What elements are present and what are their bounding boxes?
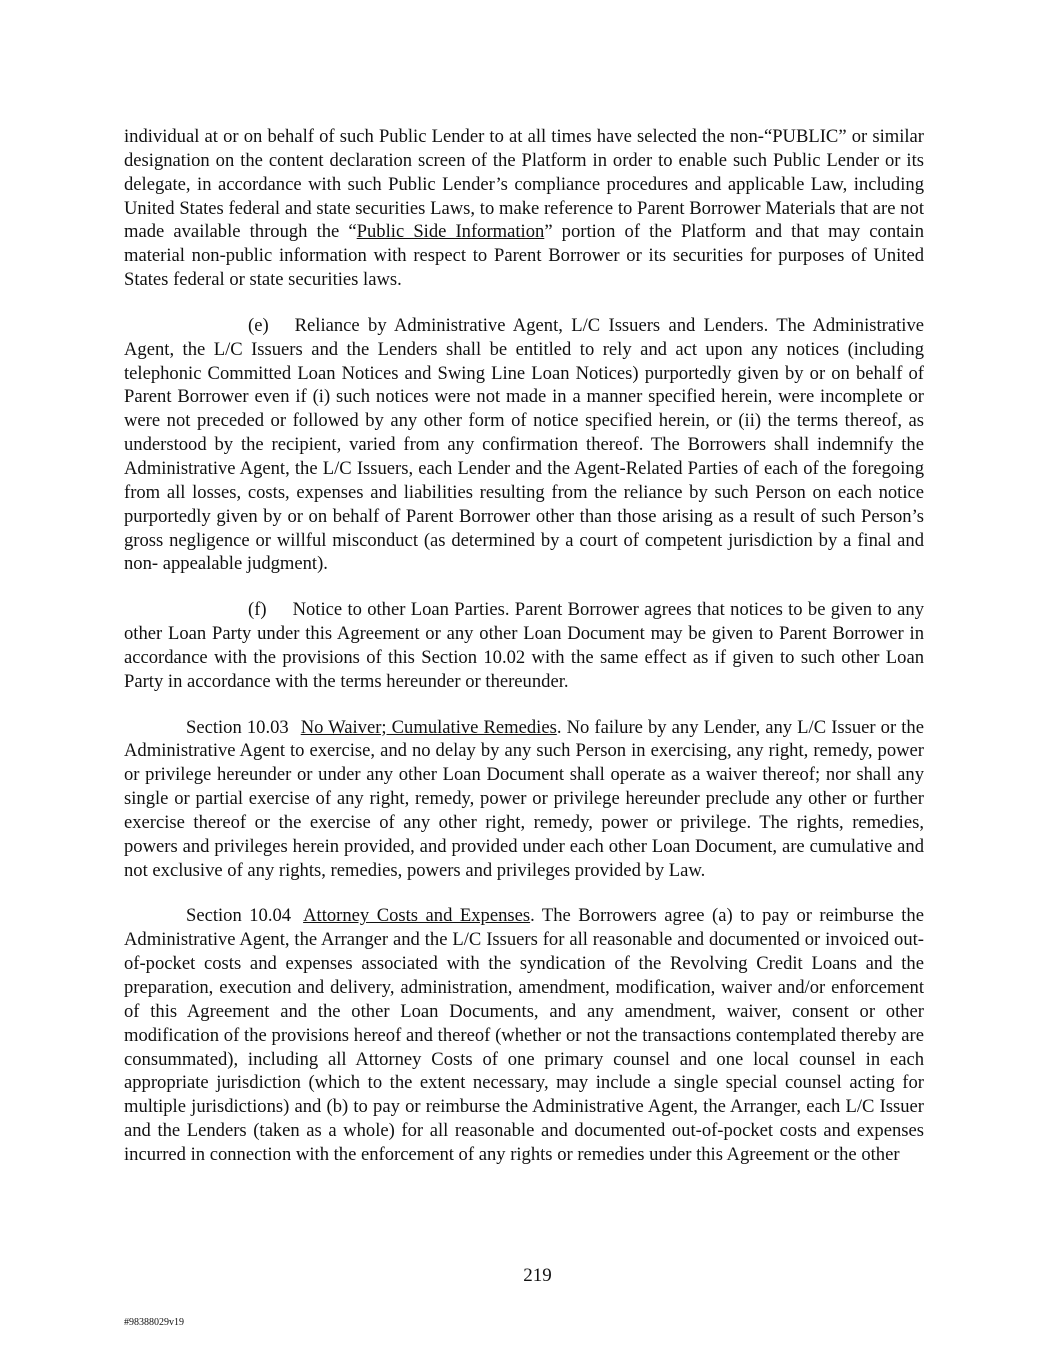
section-10-04 (124, 904, 924, 1166)
paragraph-f-notice (124, 598, 924, 693)
paragraph-text: individual at or on behalf of such Public Lender to at all times have selected the non-“PUBLIC” or similar designation on the content declaration screen of the Platform in order to enable such Public Lender or its delegate, in accordance with such Public Lender’s compliance procedures and applicable Law, including United States federal and state securities Laws, to make reference to Parent Borrower Materials that are not made available through the “ (124, 126, 924, 243)
paragraph-text: ” portion of the Platform and that may contain material non-public information with respect to Parent Borrower or its securities for purposes of United States federal or state securities laws. (124, 221, 924, 291)
clause-label-f: (f) (248, 599, 267, 621)
document-body (124, 125, 924, 1189)
section-text: . The Borrowers agree (a) to pay or reimburse the Administrative Agent, the Arranger and the L/C Issuers for all reasonable and documented or invoiced out-of-pocket costs and expenses associated with the syndication of the Revolving Credit Loans and the preparation, execution and delivery, administration, amendment, modification, waiver and/or enforcement of this Agreement and the other Loan Documents, and any amendment, waiver, consent or other modification of the provisions hereof and thereof (whether or not the transactions contemplated thereby are consummated), including all Attorney Costs of one primary counsel and one local counsel in each appropriate jurisdiction (which to the extent necessary, may include a single special counsel acting for multiple jurisdictions) and (b) to pay or reimburse the Administrative Agent, the Arranger, each L/C Issuer and the Lenders (taken as a whole) for all reasonable and documented out-of-pocket costs and expenses incurred in connection with the enforcement of any rights or remedies under this Agreement or the other (124, 905, 924, 1165)
section-number: Section 10.04 (186, 905, 292, 927)
paragraph-text: Notice to other Loan Parties. Parent Borrower agrees that notices to be given to any other Loan Party under this Agreement or any other Loan Document may be given to Parent Borrower in accordance with the provisions of this Section 10.02 with the same effect as if given to such other Loan Party in accordance with the terms hereunder or thereunder. (124, 599, 924, 692)
section-number: Section 10.03 (186, 716, 289, 738)
paragraph-text: Reliance by Administrative Agent, L/C Issuers and Lenders. The Administrative Agent, the L/C Issuers and the Lenders shall be entitled to rely and act upon any notices (including telephonic Committed Loan Notices and Swing Line Loan Notices) purportedly given by or on behalf of Parent Borrower even if (i) such notices were not made in a manner specified herein, were incomplete or were not preceded or followed by any other form of notice specified herein, or (ii) the terms thereof, as understood by the recipient, varied from any confirmation thereof. The Borrowers shall indemnify the Administrative Agent, the L/C Issuers, each Lender and the Agent-Related Parties of each of the foregoing from all losses, costs, expenses and liabilities resulting from the reliance by such Person on each notice purportedly given by or on behalf of Parent Borrower other than those arising as a result of such Person’s gross negligence or willful misconduct (as determined by a court of competent jurisdiction by a final and non- appealable judgment). (124, 314, 924, 575)
section-title: Attorney Costs and Expenses (303, 905, 531, 927)
section-title: No Waiver; Cumulative Remedies (300, 716, 557, 738)
section-10-03 (124, 716, 924, 883)
paragraph-e-reliance (124, 314, 924, 576)
clause-label-e: (e) (248, 314, 269, 336)
page-number: 219 (523, 1265, 552, 1286)
paragraph-public-lender (124, 125, 924, 292)
document-id: #98388029v19 (124, 1317, 184, 1328)
public-side-information-term: Public Side Information (356, 221, 545, 243)
section-text: . No failure by any Lender, any L/C Issuer or the Administrative Agent to exercise, and no delay by any such Person in exercising, any right, remedy, power or privilege hereunder or under any other Loan Document shall operate as a waiver thereof; nor shall any single or partial exercise of any right, remedy, power or privilege hereunder preclude any other or further exercise thereof or the exercise of any other right, remedy, power or privilege. The rights, remedies, powers and privileges herein provided, and provided under each other Loan Document, are cumulative and not exclusive of any rights, remedies, powers and privileges provided by Law. (124, 716, 924, 881)
